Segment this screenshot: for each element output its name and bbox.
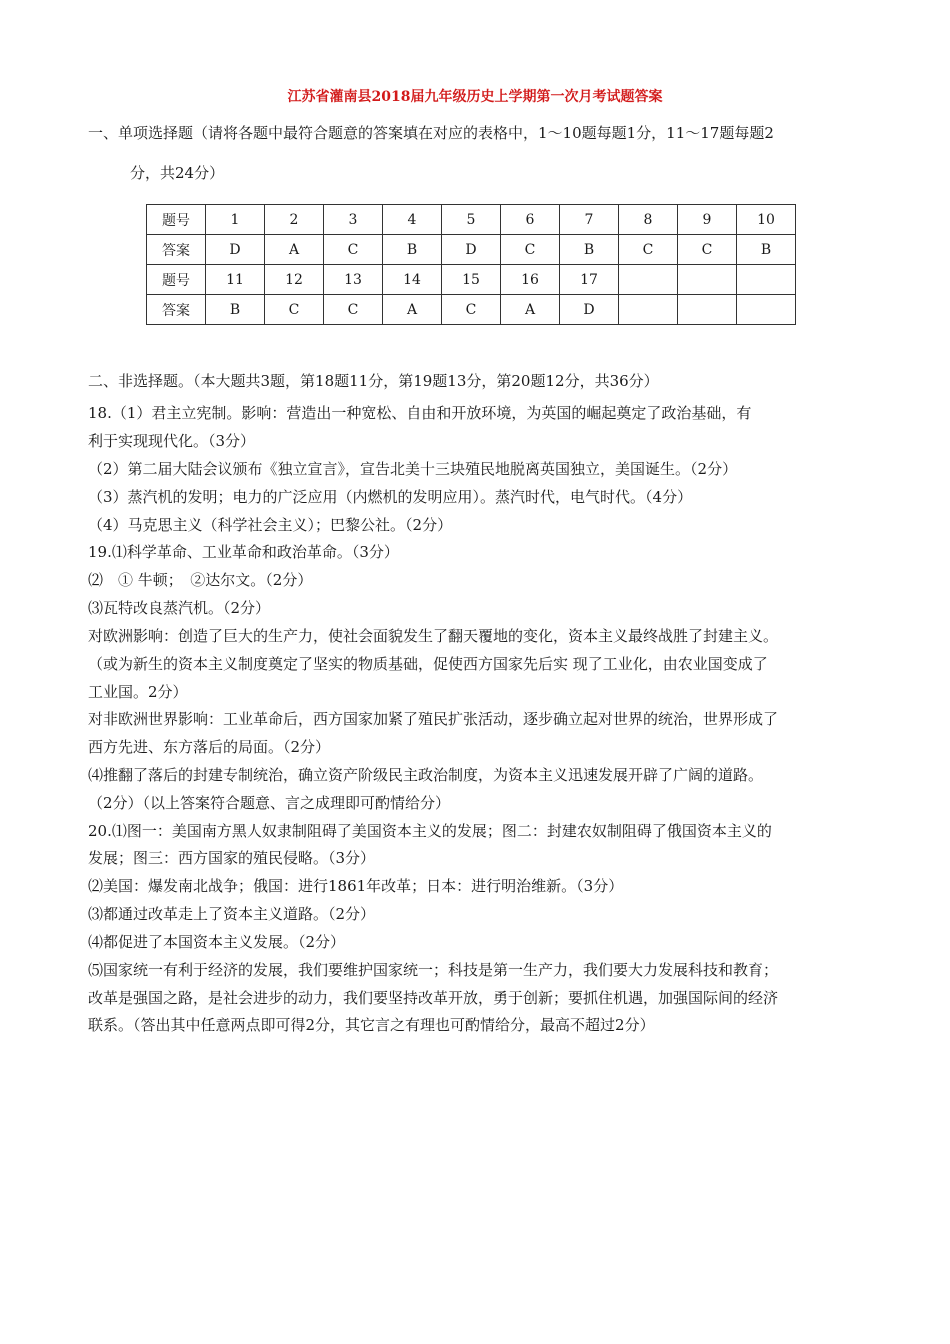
table-cell: 题号 [147, 265, 206, 295]
table-cell: 5 [442, 205, 501, 235]
document-title: 江苏省灌南县2018届九年级历史上学期第一次月考试题答案 [287, 89, 663, 105]
answer-line: 工业国。2分） [88, 683, 188, 701]
table-cell: B [383, 235, 442, 265]
section1-instructions-line2: 分，共24分） [130, 164, 225, 182]
table-cell: 7 [560, 205, 619, 235]
table-cell: 题号 [147, 205, 206, 235]
table-cell: 4 [383, 205, 442, 235]
section2-header: 二、非选择题。（本大题共3题，第18题11分，第19题13分，第20题12分，共36分） [88, 372, 659, 390]
table-cell: C [442, 295, 501, 325]
answer-line: 20.⑴图一：美国南方黑人奴隶制阻碍了美国资本主义的发展；图二：封建农奴制阻碍了俄国资本主义的 [88, 822, 772, 840]
table-cell: D [206, 235, 265, 265]
section1-instructions-line1: 一、单项选择题（请将各题中最符合题意的答案填在对应的表格中，1～10题每题1分，11～17题每题2 [88, 124, 774, 142]
answer-line: 对欧洲影响：创造了巨大的生产力，使社会面貌发生了翻天覆地的变化，资本主义最终战胜了封建主义。 [88, 627, 779, 645]
table-cell: A [383, 295, 442, 325]
table-cell [678, 295, 737, 325]
table-cell [619, 265, 678, 295]
table-cell: B [206, 295, 265, 325]
table-cell: 13 [324, 265, 383, 295]
table-cell: 16 [501, 265, 560, 295]
answer-line: ⑸国家统一有利于经济的发展，我们要维护国家统一；科技是第一生产力，我们要大力发展科技和教育； [88, 961, 779, 979]
table-cell: 1 [206, 205, 265, 235]
table-cell: C [619, 235, 678, 265]
answer-line: （4）马克思主义（科学社会主义）；巴黎公社。（2分） [88, 516, 453, 534]
table-cell: D [560, 295, 619, 325]
answer-line: ⑶都通过改革走上了资本主义道路。（2分） [88, 905, 376, 923]
table-row [147, 265, 796, 295]
answer-line: 利于实现现代化。（3分） [88, 432, 256, 450]
answer-table [146, 204, 796, 325]
table-cell: 10 [737, 205, 796, 235]
answer-line: ⑵ ① 牛顿； ②达尔文。（2分） [88, 571, 313, 589]
answer-line: （2分）（以上答案符合题意、言之成理即可酌情给分） [88, 794, 451, 812]
table-cell: 9 [678, 205, 737, 235]
answer-line: 西方先进、东方落后的局面。（2分） [88, 738, 331, 756]
table-cell: D [442, 235, 501, 265]
table-cell: 11 [206, 265, 265, 295]
table-cell: 14 [383, 265, 442, 295]
answer-line: 发展；图三：西方国家的殖民侵略。（3分） [88, 849, 376, 867]
table-cell [678, 265, 737, 295]
table-cell: A [501, 295, 560, 325]
table-cell: 12 [265, 265, 324, 295]
table-cell: C [501, 235, 560, 265]
answer-line: ⑶瓦特改良蒸汽机。（2分） [88, 599, 271, 617]
answer-line: （或为新生的资本主义制度奠定了坚实的物质基础，促使西方国家先后实 现了工业化，由农业国变成了 [88, 655, 768, 673]
answer-line: （3）蒸汽机的发明；电力的广泛应用（内燃机的发明应用）。蒸汽时代，电气时代。（4分） [88, 488, 693, 506]
answer-line: 19.⑴科学革命、工业革命和政治革命。（3分） [88, 543, 399, 561]
answer-line: 对非欧洲世界影响：工业革命后，西方国家加紧了殖民扩张活动，逐步确立起对世界的统治，世界形成了 [88, 710, 779, 728]
table-cell: 6 [501, 205, 560, 235]
table-row [147, 205, 796, 235]
table-cell [737, 265, 796, 295]
table-cell: C [324, 235, 383, 265]
table-cell: 2 [265, 205, 324, 235]
table-cell [737, 295, 796, 325]
table-cell: 3 [324, 205, 383, 235]
table-row [147, 295, 796, 325]
answer-line: ⑷都促进了本国资本主义发展。（2分） [88, 933, 346, 951]
table-cell: B [737, 235, 796, 265]
table-cell: A [265, 235, 324, 265]
table-cell: 答案 [147, 235, 206, 265]
table-cell: C [678, 235, 737, 265]
answer-line: （2）第二届大陆会议颁布《独立宣言》，宣告北美十三块殖民地脱离英国独立，美国诞生。（2分） [88, 460, 738, 478]
table-cell: C [265, 295, 324, 325]
answer-line: ⑷推翻了落后的封建专制统治，确立资产阶级民主政治制度，为资本主义迅速发展开辟了广阔的道路。 [88, 766, 764, 784]
answer-line: ⑵美国：爆发南北战争；俄国：进行1861年改革；日本：进行明治维新。（3分） [88, 877, 624, 895]
table-cell: C [324, 295, 383, 325]
table-cell: 17 [560, 265, 619, 295]
table-row [147, 235, 796, 265]
table-cell: 8 [619, 205, 678, 235]
answer-line: 改革是强国之路，是社会进步的动力，我们要坚持改革开放，勇于创新；要抓住机遇，加强国际间的经济 [88, 989, 779, 1007]
table-cell: B [560, 235, 619, 265]
answer-line: 18.（1）君主立宪制。影响：营造出一种宽松、自由和开放环境，为英国的崛起奠定了政治基础，有 [88, 404, 752, 422]
answer-line: 联系。（答出其中任意两点即可得2分，其它言之有理也可酌情给分，最高不超过2分） [88, 1016, 655, 1034]
table-cell [619, 295, 678, 325]
table-cell: 15 [442, 265, 501, 295]
table-cell: 答案 [147, 295, 206, 325]
